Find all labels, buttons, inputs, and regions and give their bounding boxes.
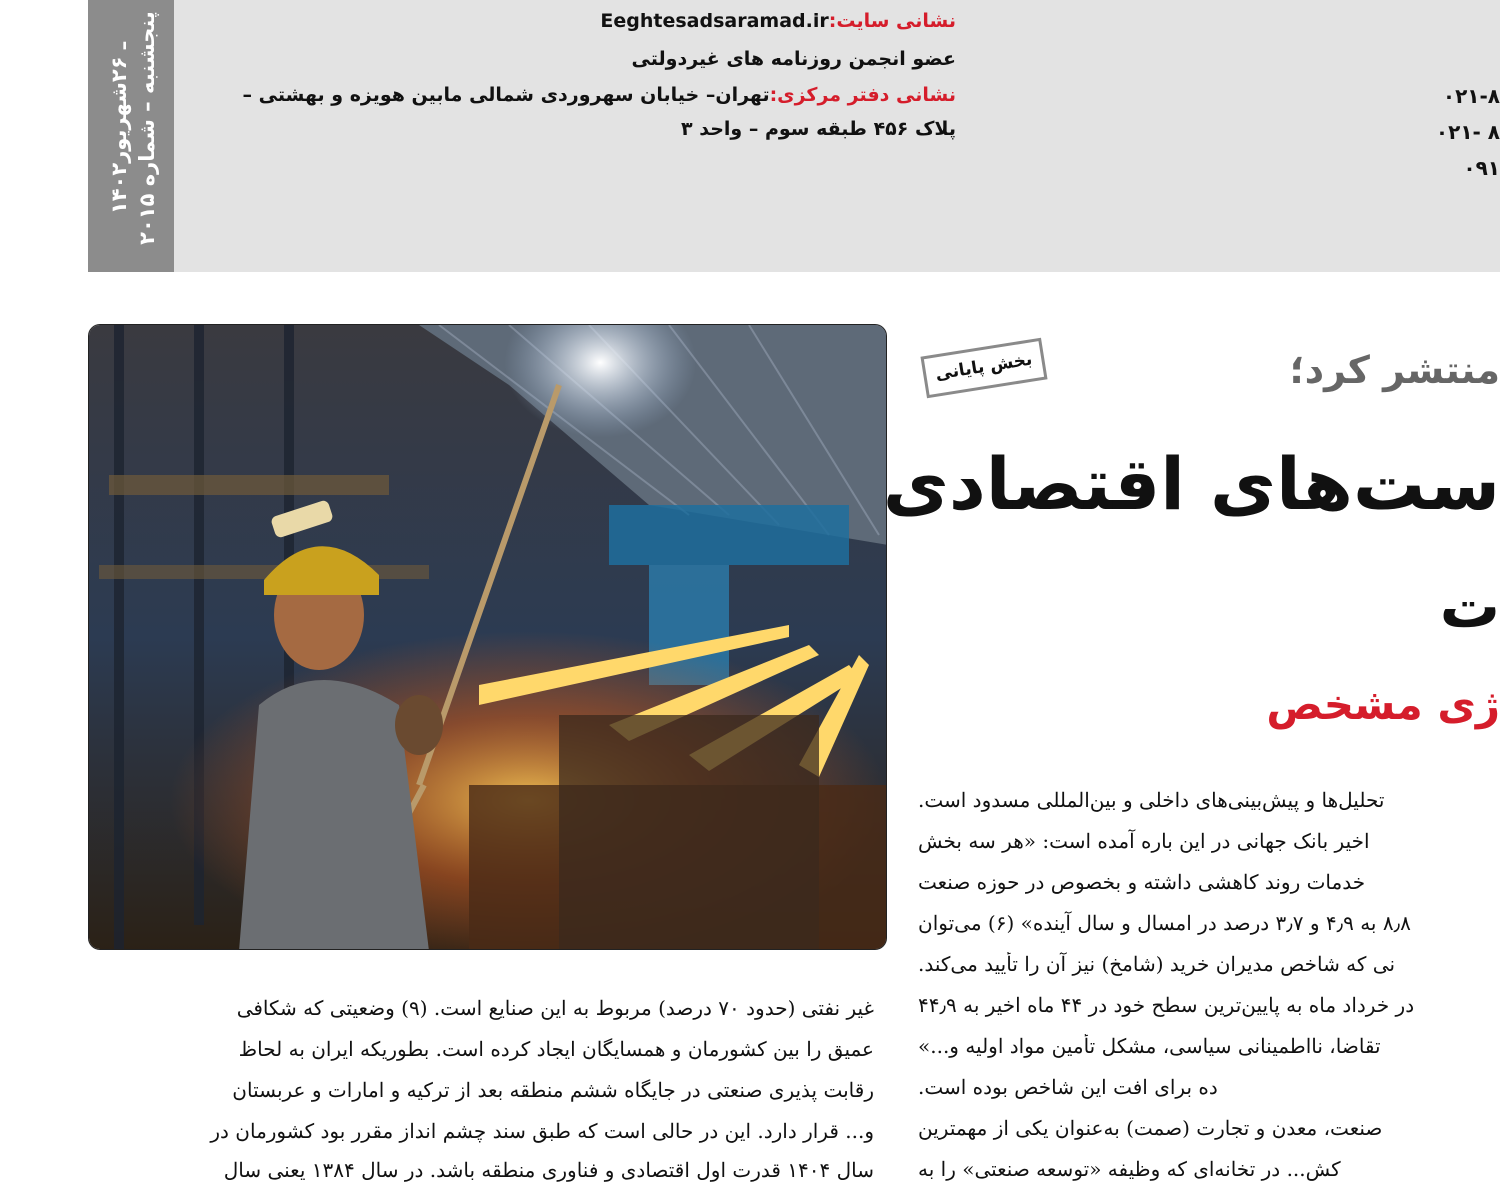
phone-3: ۰۹۱ (1463, 156, 1500, 180)
office-line (243, 84, 956, 106)
issue-line: پنجشنبه – شماره ۲۰۱۵ (135, 11, 159, 245)
right-text-line: ۸٫۸ به ۴٫۹ و ۳٫۷ درصد در امسال و سال آینده» (۶) می‌توان (918, 911, 1411, 935)
right-text-line: صنعت، معدن و تجارت (صمت) به‌عنوان یکی از مهمترین (918, 1116, 1383, 1140)
right-text-line: اخیر بانک جهانی در این باره آمده است: «هر سه بخش (918, 829, 1370, 853)
phone-1: ۰۲۱-۸ (1442, 84, 1500, 108)
kicker: منتشر کرد؛ (1289, 348, 1500, 392)
site-label: نشانی سایت: (828, 10, 956, 32)
right-text-line: در خرداد ماه به پایین‌ترین سطح خود در ۴۴ ماه اخیر به ۴۴٫۹ (918, 993, 1415, 1017)
date-strip (88, 0, 174, 272)
left-text-line: عمیق را بین کشورمان و همسایگان ایجاد کرده است. بطوریکه ایران به لحاظ (238, 1037, 874, 1061)
office-address: تهران– خیابان سهروردی شمالی مابین هویزه و بهشتی – (242, 84, 770, 106)
right-text-line: کش... در تخانه‌ای که وظیفه «توسعه صنعتی» را به (918, 1157, 1341, 1181)
final-part-badge: بخش پایانی (920, 338, 1047, 399)
steel-mill-photo (88, 324, 887, 950)
left-text-line: و... قرار دارد. این در حالی است که طبق سند چشم انداز مقرر بود کشورمان در (210, 1119, 874, 1143)
right-text-line: نی که شاخص مدیران خرید (شامخ) نیز آن را تأیید می‌کند. (918, 952, 1396, 976)
office-label: نشانی دفتر مرکزی: (769, 84, 956, 106)
right-text-line: ده برای افت این شاخص بوده است. (918, 1075, 1218, 1099)
site-url[interactable]: Eeghtesadsaramad.ir (600, 10, 829, 32)
right-text-line: تحلیل‌ها و پیش‌بینی‌های داخلی و بین‌المللی مسدود است. (918, 788, 1385, 812)
association-line: عضو انجمن روزنامه های غیردولتی (631, 48, 956, 70)
left-text-line: غیر نفتی (حدود ۷۰ درصد) مربوط به این صنایع است. (۹) وضعیتی که شکافی (236, 996, 874, 1020)
right-text-line: تقاضا، نااطمینانی سیاسی، مشکل تأمین مواد اولیه و...» (918, 1034, 1381, 1058)
site-line (600, 10, 956, 32)
left-text-line: سال ۱۴۰۴ قدرت اول اقتصادی و فناوری منطقه باشد. در سال ۱۳۸۴ یعنی سال (223, 1158, 874, 1182)
issue-date (105, 0, 161, 263)
subheadline: ژی مشخص (1266, 680, 1500, 729)
phone-2: ۰۲۱- ۸ (1435, 120, 1500, 144)
headline-line-2: ت (1439, 572, 1500, 642)
date-line: ـ ۲۶شهریور۱۴۰۲ (107, 41, 131, 215)
headline: ست‌های اقتصادی (882, 442, 1500, 526)
left-text-line: رقابت پذیری صنعتی در جایگاه ششم منطقه بعد از ترکیه و امارات و عربستان (232, 1078, 874, 1102)
office-line-2: پلاک ۴۵۶ طبقه سوم – واحد ۳ (681, 118, 956, 140)
right-text-line: خدمات روند کاهشی داشته و بخصوص در حوزه صنعت (918, 870, 1366, 894)
